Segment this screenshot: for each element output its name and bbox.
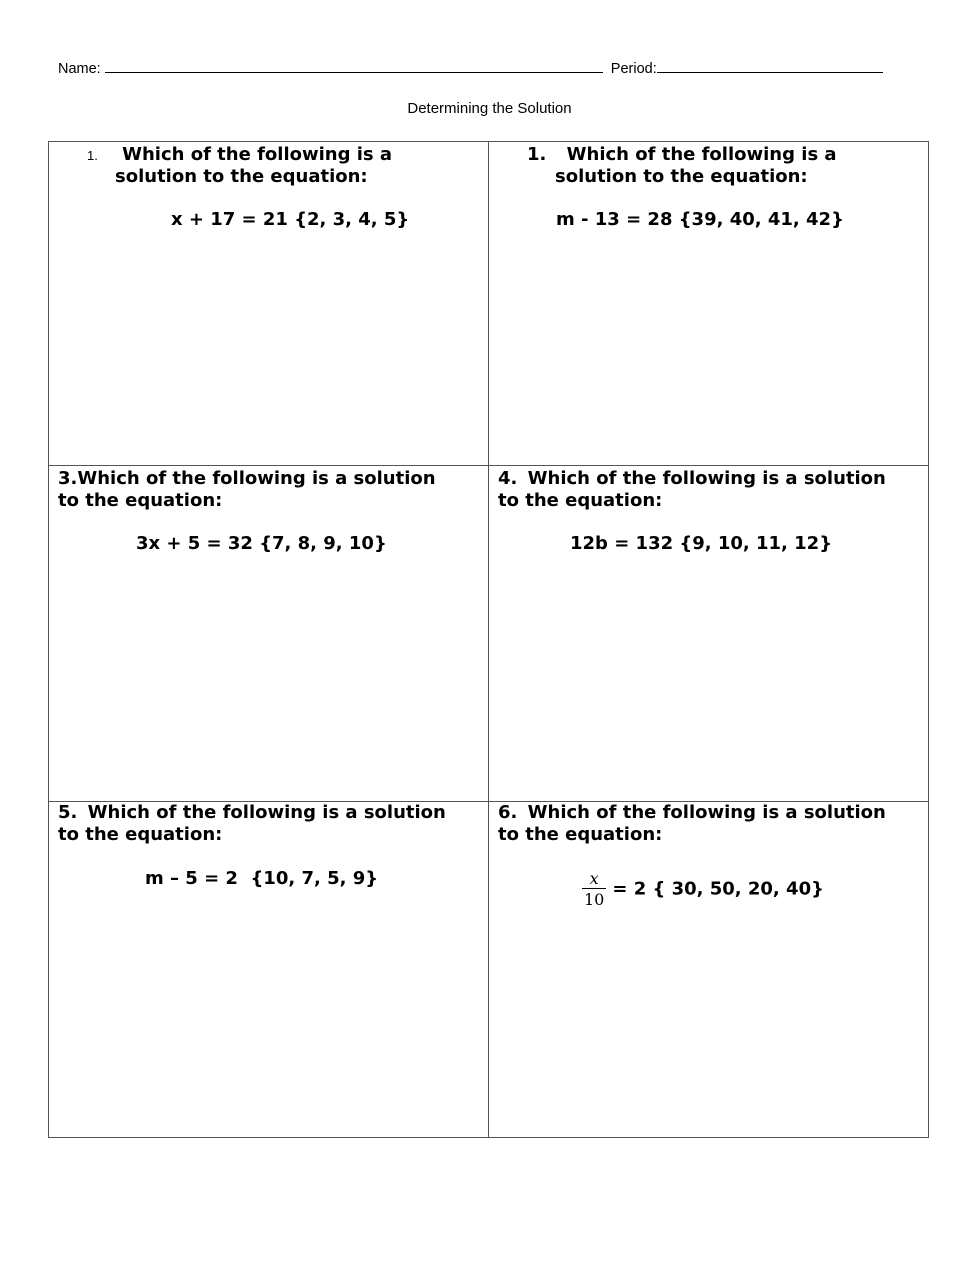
question-line-1: Which of the following is a solution	[87, 802, 446, 823]
question-line-2: solution to the equation:	[115, 166, 368, 187]
equation: m - 13 = 28 {39, 40, 41, 42}	[556, 209, 844, 230]
problem-cell-6	[489, 802, 928, 1137]
fraction-numerator: x	[582, 870, 606, 889]
problem-number: 3.	[58, 468, 78, 489]
fraction-equation	[582, 870, 824, 909]
problem-question	[58, 802, 446, 824]
fraction	[582, 870, 606, 909]
problem-grid	[48, 141, 929, 1138]
question-line-2: to the equation:	[498, 824, 663, 845]
name-field[interactable]	[105, 60, 603, 73]
period-field[interactable]	[657, 60, 883, 73]
question-line-1: Which of the following is a	[566, 144, 837, 165]
problem-number: 1.	[527, 144, 547, 165]
question-line-1: Which of the following is a solution	[77, 468, 436, 489]
question-line-2: solution to the equation:	[555, 166, 808, 187]
problem-question	[527, 144, 837, 166]
equation: 12b = 132 {9, 10, 11, 12}	[570, 533, 833, 554]
equation-rest: = 2 { 30, 50, 20, 40}	[612, 878, 824, 900]
name-period-line	[58, 60, 883, 77]
problem-cell-2	[489, 142, 928, 466]
question-line-1: Which of the following is a solution	[527, 468, 886, 489]
problem-number: 6.	[498, 802, 518, 823]
problem-cell-5	[49, 802, 489, 1137]
problem-question	[498, 802, 886, 824]
name-label: Name:	[58, 61, 101, 77]
question-line-2: to the equation:	[58, 824, 223, 845]
problem-number: 5.	[58, 802, 78, 823]
equation: x + 17 = 21 {2, 3, 4, 5}	[171, 209, 410, 230]
problem-cell-3	[49, 466, 489, 802]
problem-number: 1.	[87, 148, 98, 163]
problem-question	[58, 468, 436, 490]
question-line-1: Which of the following is a solution	[527, 802, 886, 823]
fraction-denominator: 10	[584, 890, 605, 909]
problem-question	[87, 144, 392, 167]
equation: 3x + 5 = 32 {7, 8, 9, 10}	[136, 533, 387, 554]
problem-question	[498, 468, 886, 490]
question-line-2: to the equation:	[498, 490, 663, 511]
question-line-1: Which of the following is a	[122, 144, 393, 165]
equation: m – 5 = 2 {10, 7, 5, 9}	[145, 868, 379, 889]
problem-cell-4	[489, 466, 928, 802]
question-line-2: to the equation:	[58, 490, 223, 511]
problem-number: 4.	[498, 468, 518, 489]
period-label: Period:	[610, 61, 657, 77]
page-title: Determining the Solution	[407, 100, 572, 117]
problem-cell-1	[49, 142, 489, 466]
